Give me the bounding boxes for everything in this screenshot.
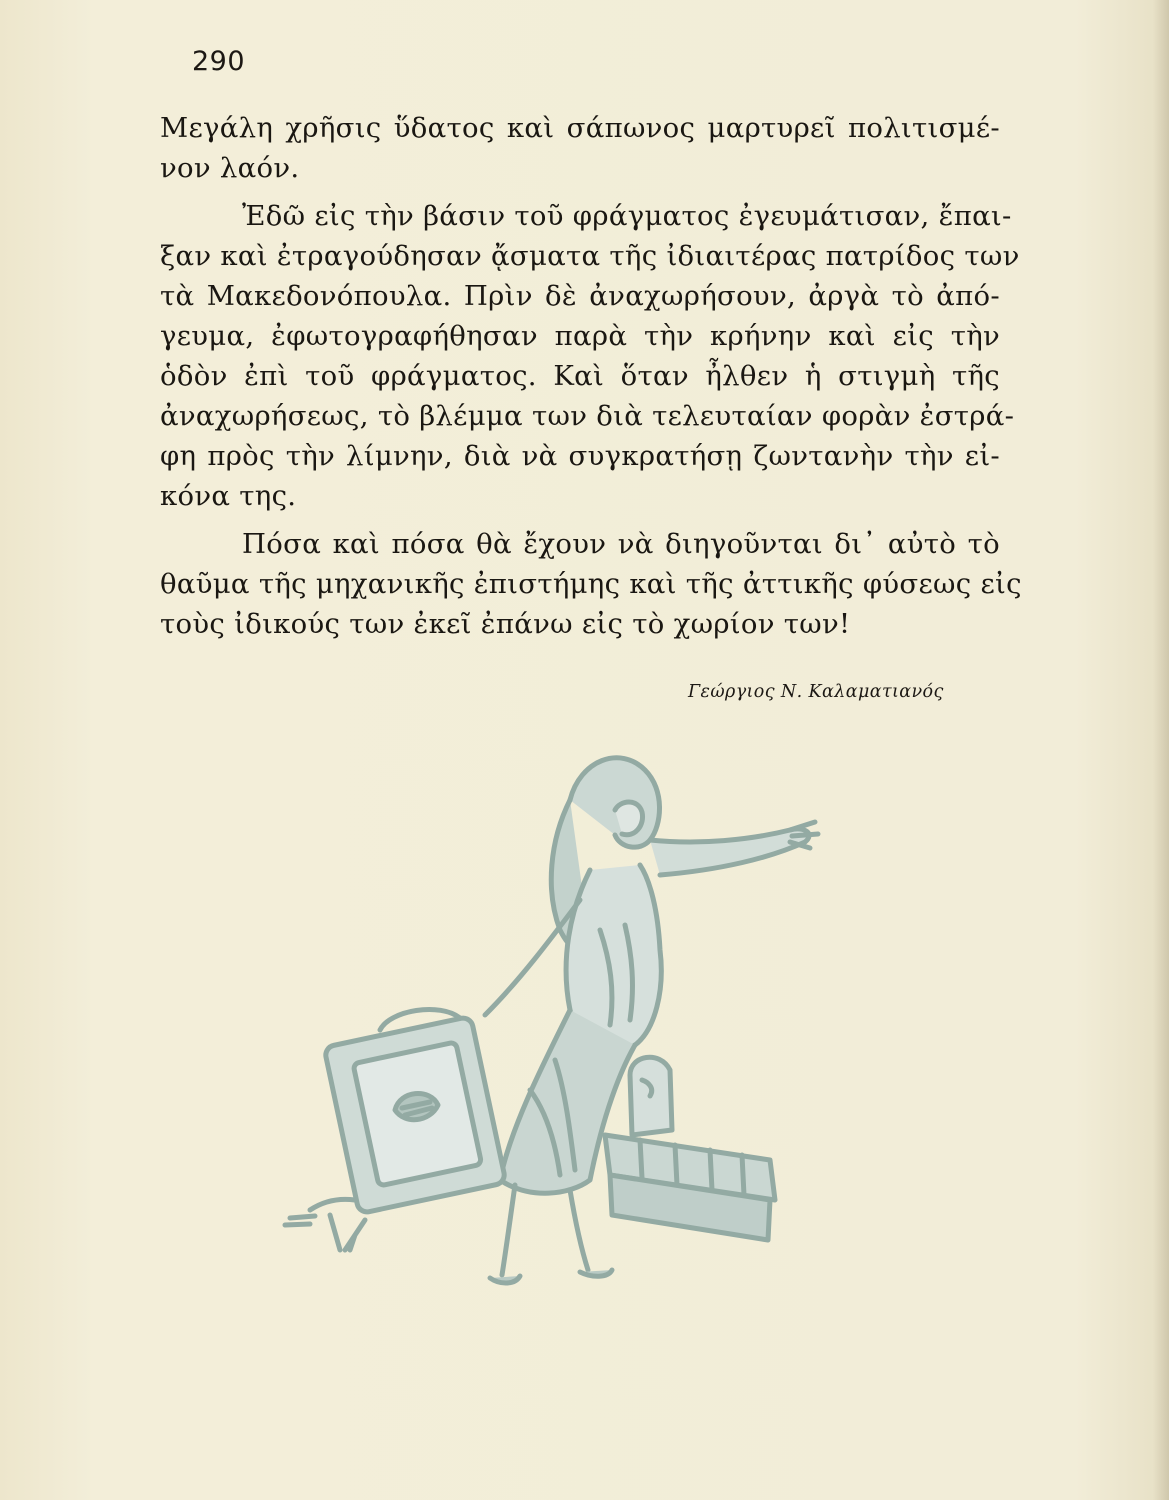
text-line: κόνα της. [160,480,297,512]
page-edge-shadow [1153,0,1169,1500]
text-line: τοὺς ἰδικούς των ἐκεῖ ἐπάνω εἰς τὸ χωρίον των! [160,608,851,640]
text-line: Πόσα καὶ πόσα θὰ ἔχουν νὰ διηγοῦνται δι᾽ αὐτὸ τὸ [242,528,1000,560]
woman-with-canister-illustration [270,730,830,1300]
author-signature: Γεώργιος Ν. Καλαματιανός [688,682,944,702]
text-line: τὰ Μακεδονόπουλα. Πρὶν δὲ ἀναχωρήσουν, ἀργὰ τὸ ἀπό- [160,280,1000,312]
text-line: ὁδὸν ἐπὶ τοῦ φράγματος. Καὶ ὅταν ἦλθεν ἡ στιγμὴ τῆς [160,360,1000,392]
text-line: ἀναχωρήσεως, τὸ βλέμμα των διὰ τελευταίαν φορὰν ἐστρά- [160,400,1015,432]
text-line: γευμα, ἐφωτογραφήθησαν παρὰ τὴν κρήνην καὶ εἰς τὴν [160,320,1000,352]
text-line: θαῦμα τῆς μηχανικῆς ἐπιστήμης καὶ τῆς ἀττικῆς φύσεως εἰς [160,568,1022,600]
text-line: Μεγάλη χρῆσις ὕδατος καὶ σάπωνος μαρτυρεῖ πολιτισμέ- [160,112,1000,144]
body-text [160,108,1022,644]
text-line: ξαν καὶ ἐτραγούδησαν ᾄσματα τῆς ἰδιαιτέρας πατρίδος των [160,240,1020,272]
page-number: 290 [192,46,246,77]
text-line: νον λαόν. [160,152,300,184]
text-line: φη πρὸς τὴν λίμνην, διὰ νὰ συγκρατήσῃ ζωντανὴν τὴν εἰ- [160,440,1000,472]
text-line: Ἐδῶ εἰς τὴν βάσιν τοῦ φράγματος ἐγευμάτισαν, ἔπαι- [242,200,1012,232]
